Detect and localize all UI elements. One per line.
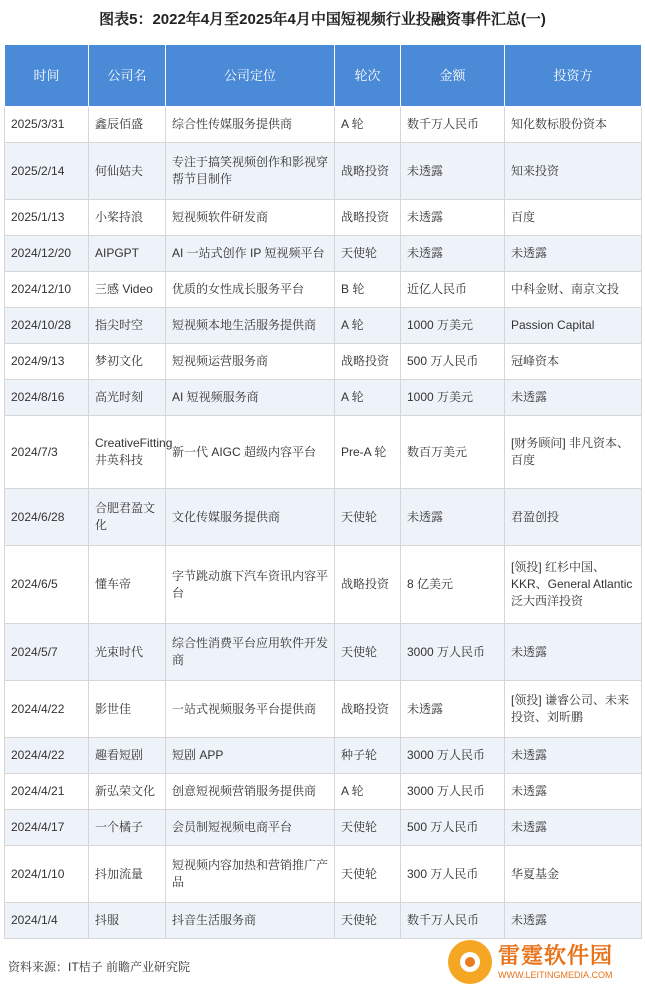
cell-amount: 未透露 xyxy=(401,200,505,236)
cell-company: 三感 Video xyxy=(89,272,166,308)
cell-investor: 知化数标股份资本 xyxy=(505,107,642,143)
cell-positioning: 新一代 AIGC 超级内容平台 xyxy=(166,416,335,489)
cell-round: B 轮 xyxy=(335,272,401,308)
chart-title: 图表5：2022年4月至2025年4月中国短视频行业投融资事件汇总(一) xyxy=(99,11,546,28)
source-note: 资料来源：IT桔子 前瞻产业研究院 xyxy=(8,960,190,974)
cell-amount: 1000 万美元 xyxy=(401,308,505,344)
cell-round: 战略投资 xyxy=(335,200,401,236)
cell-investor: 知来投资 xyxy=(505,143,642,200)
cell-investor: 未透露 xyxy=(505,738,642,774)
cell-company: 抖服 xyxy=(89,903,166,939)
cell-amount: 3000 万人民币 xyxy=(401,774,505,810)
cell-company: AIPGPT xyxy=(89,236,166,272)
watermark-logo xyxy=(448,938,644,986)
cell-round: 战略投资 xyxy=(335,681,401,738)
cell-positioning: 文化传媒服务提供商 xyxy=(166,489,335,546)
cell-company: CreativeFitting 井英科技 xyxy=(89,416,166,489)
cell-amount: 8 亿美元 xyxy=(401,546,505,624)
cell-positioning: 抖音生活服务商 xyxy=(166,903,335,939)
cell-amount: 未透露 xyxy=(401,143,505,200)
table-row xyxy=(5,810,642,846)
cell-time: 2024/7/3 xyxy=(5,416,89,489)
cell-amount: 未透露 xyxy=(401,681,505,738)
cell-positioning: 专注于搞笑视频创作和影视穿帮节目制作 xyxy=(166,143,335,200)
table-row xyxy=(5,107,642,143)
cell-amount: 未透露 xyxy=(401,236,505,272)
cell-investor: 未透露 xyxy=(505,810,642,846)
table-row xyxy=(5,681,642,738)
cell-time: 2024/1/10 xyxy=(5,846,89,903)
cell-amount: 数百万美元 xyxy=(401,416,505,489)
cell-company: 指尖时空 xyxy=(89,308,166,344)
cell-round: 种子轮 xyxy=(335,738,401,774)
table-header-row xyxy=(5,45,642,107)
header-positioning: 公司定位 xyxy=(166,45,335,107)
cell-positioning: 短视频内容加热和营销推广产品 xyxy=(166,846,335,903)
investment-table xyxy=(4,44,642,939)
cell-time: 2024/5/7 xyxy=(5,624,89,681)
cell-round: 天使轮 xyxy=(335,903,401,939)
cell-round: Pre-A 轮 xyxy=(335,416,401,489)
cell-round: 天使轮 xyxy=(335,236,401,272)
logo-sun-icon xyxy=(448,940,492,984)
table-row xyxy=(5,272,642,308)
cell-round: A 轮 xyxy=(335,107,401,143)
cell-positioning: 优质的女性成长服务平台 xyxy=(166,272,335,308)
cell-company: 何仙姑夫 xyxy=(89,143,166,200)
cell-round: A 轮 xyxy=(335,380,401,416)
cell-time: 2024/4/22 xyxy=(5,738,89,774)
cell-round: 天使轮 xyxy=(335,846,401,903)
cell-amount: 数千万人民币 xyxy=(401,107,505,143)
cell-company: 高光时刻 xyxy=(89,380,166,416)
cell-positioning: 综合性消费平台应用软件开发商 xyxy=(166,624,335,681)
header-round: 轮次 xyxy=(335,45,401,107)
cell-investor: 君盈创投 xyxy=(505,489,642,546)
cell-amount: 500 万人民币 xyxy=(401,344,505,380)
cell-company: 光束时代 xyxy=(89,624,166,681)
cell-round: A 轮 xyxy=(335,774,401,810)
cell-company: 新弘荣文化 xyxy=(89,774,166,810)
table-row xyxy=(5,416,642,489)
header-amount: 金额 xyxy=(401,45,505,107)
cell-positioning: 创意短视频营销服务提供商 xyxy=(166,774,335,810)
cell-amount: 未透露 xyxy=(401,489,505,546)
cell-positioning: 会员制短视频电商平台 xyxy=(166,810,335,846)
cell-positioning: 短视频本地生活服务提供商 xyxy=(166,308,335,344)
cell-time: 2024/4/22 xyxy=(5,681,89,738)
cell-company: 抖加流量 xyxy=(89,846,166,903)
cell-time: 2024/12/10 xyxy=(5,272,89,308)
cell-positioning: 短剧 APP xyxy=(166,738,335,774)
logo-name: 雷霆软件园 xyxy=(498,943,614,968)
cell-time: 2025/3/31 xyxy=(5,107,89,143)
cell-company: 影世佳 xyxy=(89,681,166,738)
cell-investor: 未透露 xyxy=(505,236,642,272)
cell-round: 战略投资 xyxy=(335,143,401,200)
cell-amount: 数千万人民币 xyxy=(401,903,505,939)
cell-positioning: 一站式视频服务平台提供商 xyxy=(166,681,335,738)
table-row xyxy=(5,903,642,939)
cell-company: 梦初文化 xyxy=(89,344,166,380)
cell-round: 天使轮 xyxy=(335,810,401,846)
cell-time: 2024/12/20 xyxy=(5,236,89,272)
cell-round: 天使轮 xyxy=(335,624,401,681)
cell-investor: 华夏基金 xyxy=(505,846,642,903)
cell-amount: 500 万人民币 xyxy=(401,810,505,846)
table-row xyxy=(5,774,642,810)
header-company: 公司名 xyxy=(89,45,166,107)
cell-time: 2024/6/5 xyxy=(5,546,89,624)
cell-investor: 未透露 xyxy=(505,774,642,810)
cell-positioning: AI 短视频服务商 xyxy=(166,380,335,416)
cell-company: 一个橘子 xyxy=(89,810,166,846)
cell-positioning: 短视频软件研发商 xyxy=(166,200,335,236)
cell-amount: 3000 万人民币 xyxy=(401,624,505,681)
cell-positioning: 短视频运营服务商 xyxy=(166,344,335,380)
cell-investor: 百度 xyxy=(505,200,642,236)
table-row xyxy=(5,546,642,624)
cell-time: 2024/9/13 xyxy=(5,344,89,380)
cell-round: A 轮 xyxy=(335,308,401,344)
cell-time: 2024/10/28 xyxy=(5,308,89,344)
cell-amount: 近亿人民币 xyxy=(401,272,505,308)
cell-positioning: 字节跳动旗下汽车资讯内容平台 xyxy=(166,546,335,624)
table-row xyxy=(5,308,642,344)
header-investor: 投资方 xyxy=(505,45,642,107)
cell-time: 2025/1/13 xyxy=(5,200,89,236)
table-row xyxy=(5,738,642,774)
cell-investor: 未透露 xyxy=(505,380,642,416)
cell-positioning: 综合性传媒服务提供商 xyxy=(166,107,335,143)
cell-investor: [领投] 红杉中国、KKR、General Atlantic 泛大西洋投资 xyxy=(505,546,642,624)
cell-round: 天使轮 xyxy=(335,489,401,546)
cell-investor: 未透露 xyxy=(505,624,642,681)
cell-investor: [财务顾问] 非凡资本、百度 xyxy=(505,416,642,489)
table-row xyxy=(5,489,642,546)
table-row xyxy=(5,380,642,416)
cell-time: 2025/2/14 xyxy=(5,143,89,200)
cell-time: 2024/4/17 xyxy=(5,810,89,846)
cell-time: 2024/6/28 xyxy=(5,489,89,546)
header-time: 时间 xyxy=(5,45,89,107)
table-row xyxy=(5,236,642,272)
cell-company: 鑫辰佰盛 xyxy=(89,107,166,143)
table-row xyxy=(5,200,642,236)
cell-company: 合肥君盈文化 xyxy=(89,489,166,546)
cell-time: 2024/4/21 xyxy=(5,774,89,810)
cell-amount: 1000 万美元 xyxy=(401,380,505,416)
cell-round: 战略投资 xyxy=(335,344,401,380)
table-row xyxy=(5,846,642,903)
table-row xyxy=(5,143,642,200)
cell-time: 2024/1/4 xyxy=(5,903,89,939)
cell-investor: 未透露 xyxy=(505,903,642,939)
cell-round: 战略投资 xyxy=(335,546,401,624)
cell-investor: 冠峰资本 xyxy=(505,344,642,380)
table-row xyxy=(5,344,642,380)
cell-amount: 300 万人民币 xyxy=(401,846,505,903)
cell-amount: 3000 万人民币 xyxy=(401,738,505,774)
cell-investor: 中科金财、南京文投 xyxy=(505,272,642,308)
cell-investor: Passion Capital xyxy=(505,308,642,344)
cell-company: 懂车帝 xyxy=(89,546,166,624)
cell-company: 趣看短剧 xyxy=(89,738,166,774)
cell-positioning: AI 一站式创作 IP 短视频平台 xyxy=(166,236,335,272)
logo-url: WWW.LEITINGMEDIA.COM xyxy=(498,970,613,980)
cell-time: 2024/8/16 xyxy=(5,380,89,416)
table-row xyxy=(5,624,642,681)
cell-company: 小桨持浪 xyxy=(89,200,166,236)
cell-investor: [领投] 谦睿公司、未来投资、刘昕鹏 xyxy=(505,681,642,738)
